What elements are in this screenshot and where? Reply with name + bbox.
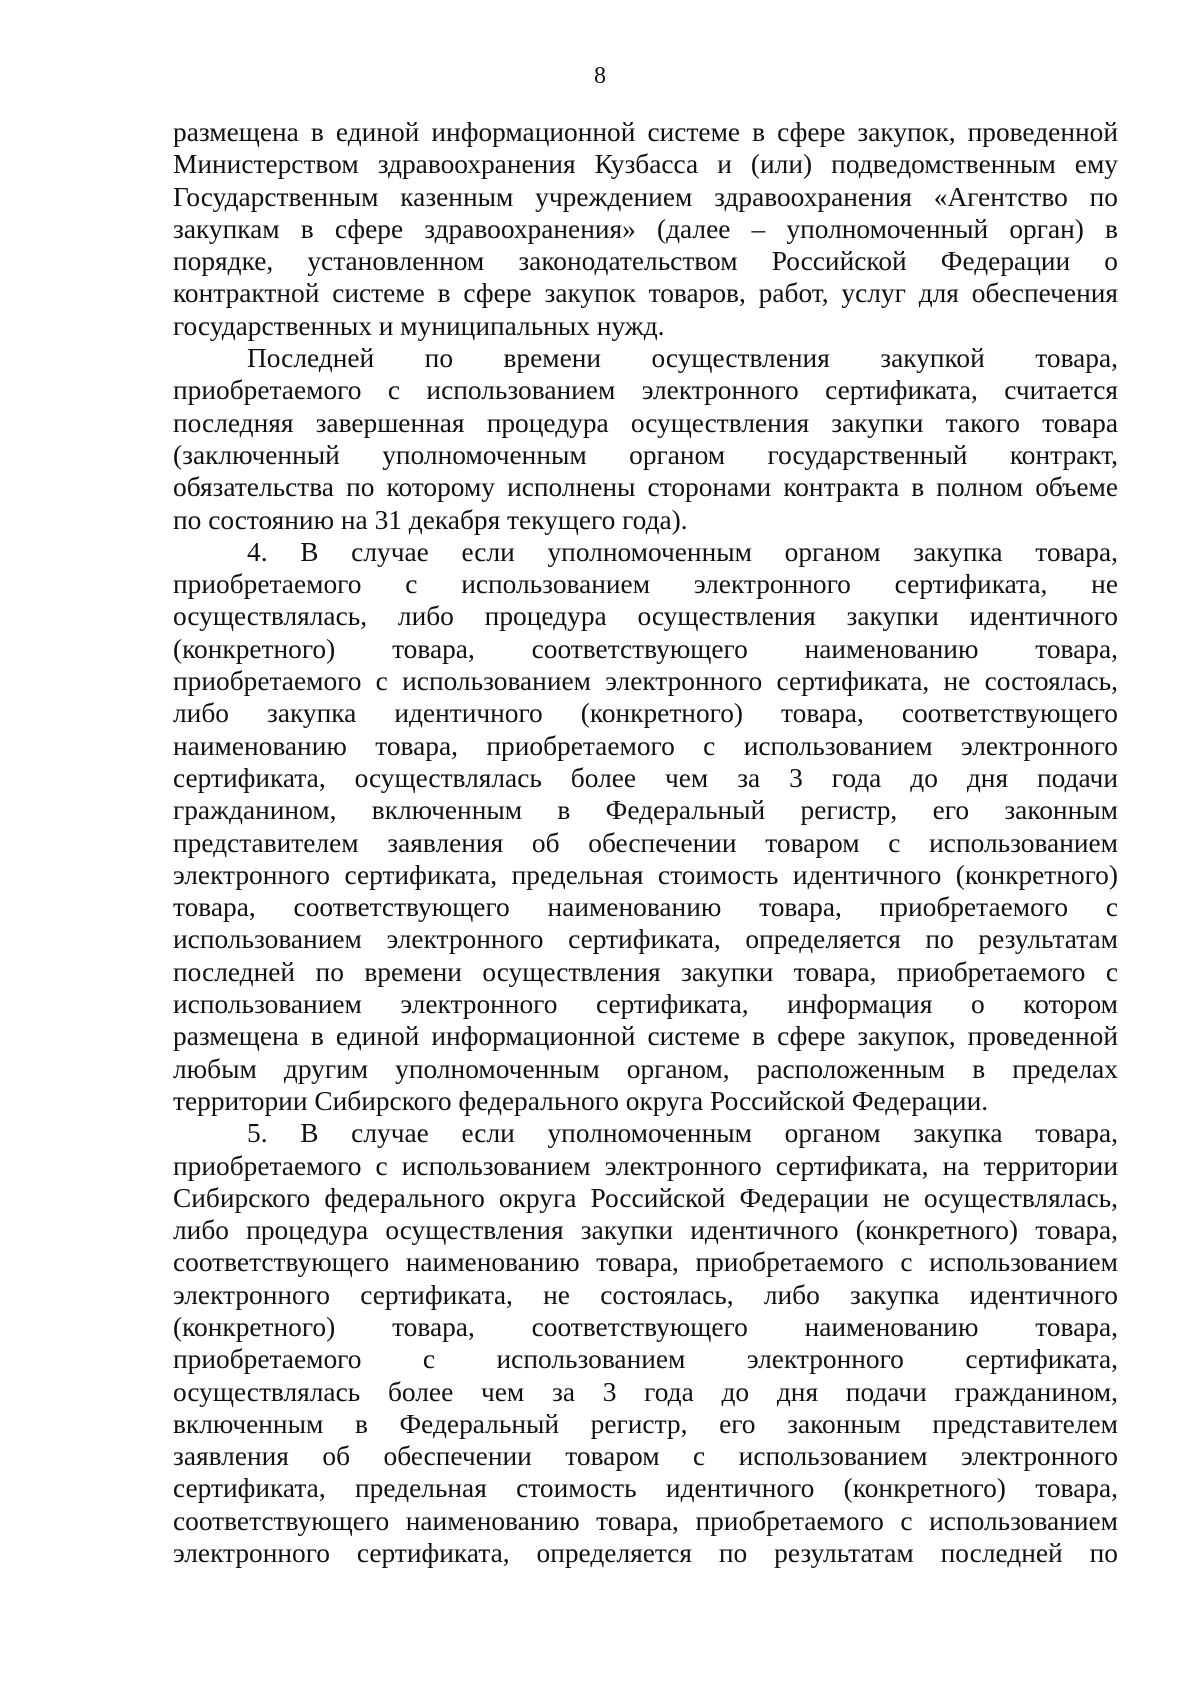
paragraph xyxy=(173,116,1118,342)
text-line: порядке, установленном законодательством Российской Федерации о xyxy=(173,246,1118,277)
text-line: приобретаемого с использованием электронного сертификата, не xyxy=(173,569,1118,600)
text-line: наименованию товара, приобретаемого с использованием электронного xyxy=(173,730,1118,761)
text-line: Министерством здравоохранения Кузбасса и (или) подведомственным ему xyxy=(173,149,1118,180)
text-line: закупкам в сфере здравоохранения» (далее – уполномоченный орган) в xyxy=(173,213,1118,244)
text-line: (конкретного) товара, соответствующего наименованию товара, xyxy=(173,633,1118,664)
text-line: осуществлялась более чем за 3 года до дня подачи гражданином, xyxy=(173,1376,1118,1407)
text-line: по состоянию на 31 декабря текущего года). xyxy=(173,504,688,535)
text-line: любым другим уполномоченным органом, расположенным в пределах xyxy=(173,1053,1118,1084)
text-line: Государственным казенным учреждением здравоохранения «Агентство по xyxy=(173,181,1118,212)
document-body xyxy=(173,116,1118,1569)
text-line: сертификата, предельная стоимость идентичного (конкретного) товара, xyxy=(173,1473,1118,1504)
text-line: последней по времени осуществления закупки товара, приобретаемого с xyxy=(173,956,1118,987)
text-line: электронного сертификата, предельная стоимость идентичного (конкретного) xyxy=(173,859,1118,890)
text-line: обязательства по которому исполнены сторонами контракта в полном объеме xyxy=(173,472,1118,503)
text-line: соответствующего наименованию товара, приобретаемого с использованием xyxy=(173,1247,1118,1278)
text-line: гражданином, включенным в Федеральный регистр, его законным xyxy=(173,795,1118,826)
text-line: размещена в единой информационной системе в сфере закупок, проведенной xyxy=(173,1021,1118,1052)
paragraph xyxy=(173,1117,1118,1569)
text-line: представителем заявления об обеспечении товаром с использованием xyxy=(173,827,1118,858)
text-line: электронного сертификата, не состоялась, либо закупка идентичного xyxy=(173,1279,1118,1310)
text-line: приобретаемого с использованием электронного сертификата, на территории xyxy=(173,1150,1118,1181)
text-line: приобретаемого с использованием электронного сертификата, не состоялась, xyxy=(173,666,1118,697)
text-line: государственных и муниципальных нужд. xyxy=(173,310,665,341)
text-line: заявления об обеспечении товаром с использованием электронного xyxy=(173,1441,1118,1472)
text-line: либо закупка идентичного (конкретного) товара, соответствующего xyxy=(173,698,1118,729)
text-line: использованием электронного сертификата, определяется по результатам xyxy=(173,924,1118,955)
text-line: Последней по времени осуществления закупкой товара, xyxy=(247,343,1118,374)
text-line: 5. В случае если уполномоченным органом закупка товара, xyxy=(247,1118,1118,1149)
text-line: осуществлялась, либо процедура осуществления закупки идентичного xyxy=(173,601,1118,632)
text-line: электронного сертификата, определяется по результатам последней по xyxy=(173,1538,1118,1569)
text-line: контрактной системе в сфере закупок товаров, работ, услуг для обеспечения xyxy=(173,278,1118,309)
text-line: размещена в единой информационной системе в сфере закупок, проведенной xyxy=(173,117,1118,147)
text-line: приобретаемого с использованием электронного сертификата, xyxy=(173,1344,1118,1375)
text-line: (заключенный уполномоченным органом государственный контракт, xyxy=(173,439,1118,470)
text-line: последняя завершенная процедура осуществления закупки такого товара xyxy=(173,407,1118,438)
text-line: товара, соответствующего наименованию товара, приобретаемого с xyxy=(173,892,1118,923)
paragraph xyxy=(173,536,1118,1117)
text-line: сертификата, осуществлялась более чем за 3 года до дня подачи xyxy=(173,762,1118,793)
paragraph xyxy=(173,342,1118,536)
text-line: (конкретного) товара, соответствующего наименованию товара, xyxy=(173,1311,1118,1342)
text-line: использованием электронного сертификата, информация о котором xyxy=(173,989,1118,1020)
text-line: приобретаемого с использованием электронного сертификата, считается xyxy=(173,375,1118,406)
text-line: либо процедура осуществления закупки идентичного (конкретного) товара, xyxy=(173,1215,1118,1246)
text-line: Сибирского федерального округа Российской Федерации не осуществлялась, xyxy=(173,1182,1118,1213)
text-line: территории Сибирского федерального округа Российской Федерации. xyxy=(173,1085,989,1116)
text-line: соответствующего наименованию товара, приобретаемого с использованием xyxy=(173,1505,1118,1536)
text-line: 4. В случае если уполномоченным органом закупка товара, xyxy=(247,536,1118,567)
text-line: включенным в Федеральный регистр, его законным представителем xyxy=(173,1408,1118,1439)
page-number: 8 xyxy=(594,63,606,89)
